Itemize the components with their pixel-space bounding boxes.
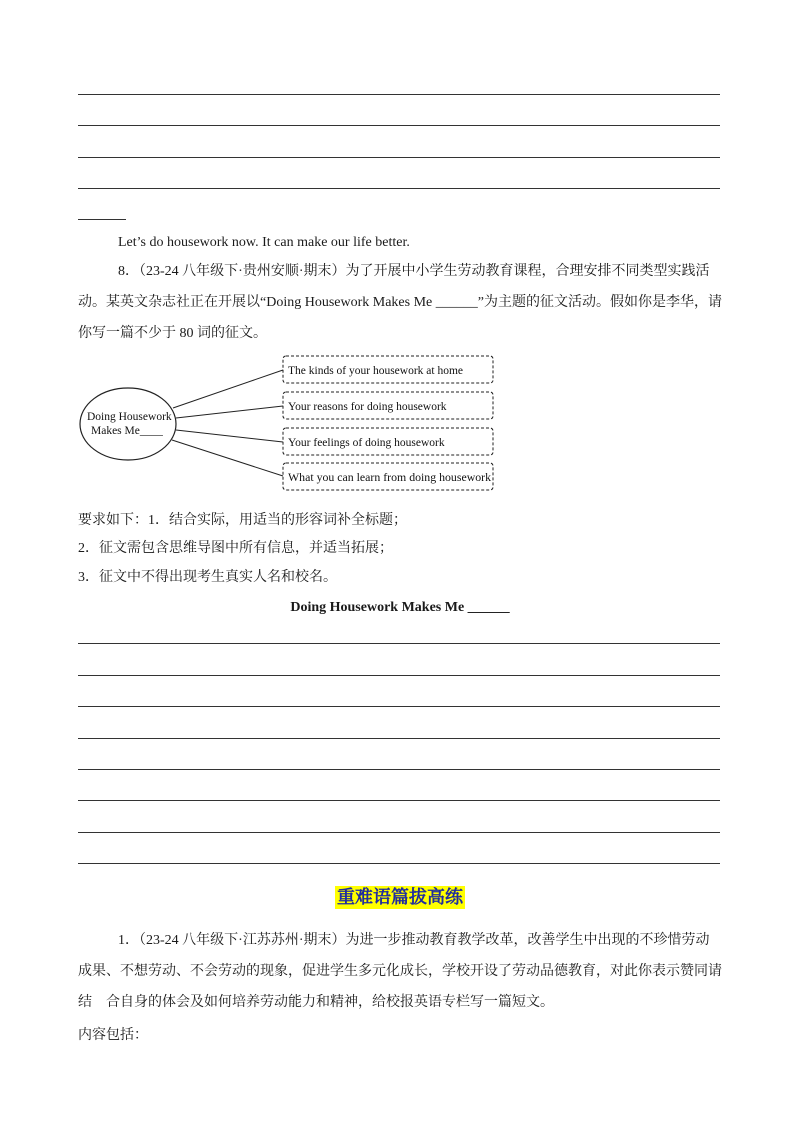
closing-sentence: Let’s do housework now. It can make our life better. (118, 235, 410, 250)
answer-line[interactable] (78, 643, 720, 644)
answer-line[interactable] (78, 863, 720, 864)
mind-map-center-ellipse (80, 388, 176, 460)
answer-line[interactable] (78, 706, 720, 707)
answer-line[interactable] (78, 769, 720, 770)
requirement-1: 要求如下：1．结合实际，用适当的形容词补全标题； (78, 513, 407, 528)
question-8-prompt: 8．（23-24 八年级下·贵州安顺·期末）为了开展中小学生劳动教育课程，合理安排不同类型实践活动。某英文杂志社正在开展以“Doing Housework Makes Me ______”为主题的征文活动。假如你是李华，请你写一篇不少于 80 词的征文。 (78, 264, 722, 341)
mind-map-branch-4: What you can learn from doing housework (288, 472, 492, 484)
mind-map-center-line1: Doing Housework (87, 411, 172, 423)
answer-line[interactable] (78, 832, 720, 833)
answer-line[interactable] (78, 157, 720, 158)
answer-line[interactable] (78, 675, 720, 676)
section-title-text: 重难语篇拔高练 (337, 887, 463, 908)
answer-line[interactable] (78, 125, 720, 126)
section-title (0, 885, 800, 911)
mind-map-branch-1: The kinds of your housework at home (288, 365, 464, 377)
question-1-prompt: 1．（23-24 八年级下·江苏苏州·期末）为进一步推动教育教学改革，改善学生中出现的不珍惜劳动成果、不想劳动、不会劳动的现象，促进学生多元化成长，学校开设了劳动品德教育，对此你表示赞同请结 合自身的体会及如何培养劳动能力和精神，给校报英语专栏写一篇短文。 (78, 933, 722, 1010)
answer-line[interactable] (78, 800, 720, 801)
essay-title: Doing Housework Makes Me ______ (290, 600, 510, 615)
answer-line[interactable] (78, 188, 720, 189)
answer-line-short[interactable] (78, 219, 126, 220)
mind-map-center-line2: Makes Me____ (91, 425, 163, 437)
mind-map (78, 346, 498, 496)
mind-map-connector (172, 440, 283, 476)
mind-map-connector (176, 430, 283, 442)
requirement-2: 2．征文需包含思维导图中所有信息，并适当拓展； (78, 541, 393, 556)
mind-map-connector (176, 406, 283, 418)
mind-map-branch-2: Your reasons for doing housework (288, 401, 447, 413)
mind-map-branch-3: Your feelings of doing housework (288, 437, 445, 449)
mind-map-connector (173, 370, 283, 408)
answer-line[interactable] (78, 94, 720, 95)
answer-line[interactable] (78, 738, 720, 739)
content-label: 内容包括： (78, 1028, 148, 1043)
requirement-3: 3．征文中不得出现考生真实人名和校名。 (78, 570, 337, 585)
